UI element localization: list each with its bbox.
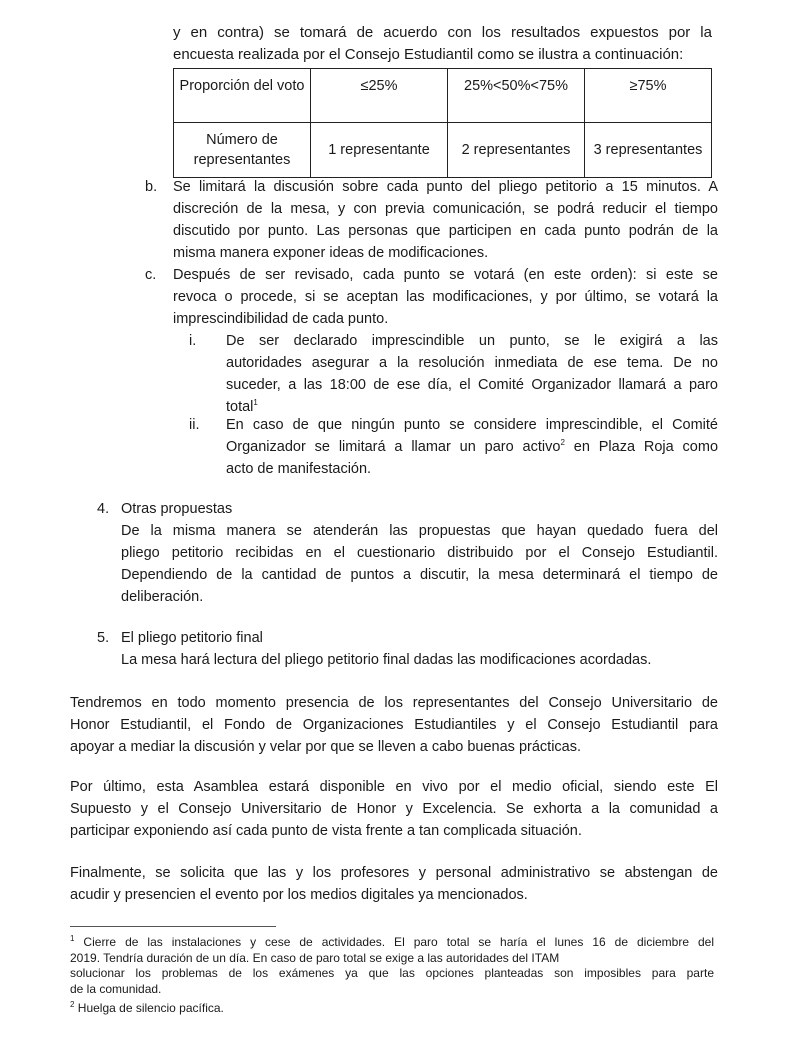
- table-cell: 25%<50%<75%: [448, 69, 585, 123]
- footnote-mark: 2: [70, 1000, 75, 1009]
- text-span: en Plaza Roja como: [564, 439, 719, 455]
- list-item-ii: [226, 414, 718, 480]
- text-line: Supuesto y el Consejo Universitario de Honor y Excelencia. Se exhorta a la comunidad a: [70, 801, 718, 817]
- footnote-2: [70, 1001, 224, 1017]
- table-cell: 2 representantes: [448, 123, 585, 178]
- text-span: total: [226, 399, 254, 415]
- text-line: De ser declarado imprescindible un punto, se le exigirá a las: [226, 333, 718, 349]
- text-line: Después de ser revisado, cada punto se votará (en este orden): si este se: [173, 267, 718, 283]
- footnote-divider: [70, 926, 276, 927]
- text-line: suceder, a las 18:00 de ese día, el Comité Organizador llamará a paro: [226, 377, 718, 393]
- table-cell: 1 representante: [311, 123, 448, 178]
- text-line: discreción de la mesa, y con previa comunicación, se podrá reducir el tiempo: [173, 201, 718, 217]
- text-line: revoca o procede, si se aceptan las modificaciones, y por último, se votará la: [173, 289, 718, 305]
- text-line: autoridades asegurar a la resolución inmediata de ese tema. De no: [226, 355, 718, 371]
- text-line: de la comunidad.: [70, 981, 162, 996]
- section-4-marker: 4.: [97, 501, 110, 517]
- text-line: imprescindibilidad de cada punto.: [173, 311, 389, 327]
- list-marker-i: i.: [189, 333, 197, 349]
- text-line: acto de manifestación.: [226, 461, 372, 477]
- text-line: Se limitará la discusión sobre cada punto del pliego petitorio a 15 minutos. A: [173, 179, 718, 195]
- text-span: Organizador se limitará a llamar un paro activo: [226, 439, 561, 455]
- footnote-mark: 1: [70, 934, 75, 943]
- representatives-table: [173, 68, 712, 178]
- text-line: 2019. Tendría duración de un día. En caso de paro total se exige a las autoridades del ITAM: [70, 950, 560, 965]
- text-line: Finalmente, se solicita que las y los profesores y personal administrativo se abstengan de: [70, 865, 718, 881]
- list-marker-c: c.: [145, 267, 157, 283]
- intro-line: encuesta realizada por el Consejo Estudiantil como se ilustra a continuación:: [173, 46, 684, 63]
- text-line: pliego petitorio recibidas en el cuestionario distribuido por el Consejo Estudiantil.: [121, 545, 718, 561]
- table-header-row: [174, 69, 712, 123]
- text-line: apoyar a mediar la discusión y velar por que se lleven a cabo buenas prácticas.: [70, 739, 582, 755]
- list-marker-b: b.: [145, 179, 158, 195]
- table-cell: Proporción del voto: [174, 69, 311, 123]
- paragraph-broadcast: [70, 776, 718, 842]
- section-5-heading: El pliego petitorio final: [121, 630, 263, 646]
- intro-paragraph: [173, 22, 712, 66]
- footnote-ref-1: 1: [253, 398, 258, 408]
- text-line: Tendremos en todo momento presencia de los representantes del Consejo Universitario de: [70, 695, 718, 711]
- table-cell: Número de representantes: [174, 123, 311, 178]
- section-4-body: [121, 520, 718, 608]
- table-cell: ≤25%: [311, 69, 448, 123]
- text-span: Huelga de silencio pacífica.: [74, 1001, 224, 1015]
- list-marker-ii: ii.: [189, 417, 200, 433]
- text-line: Honor Estudiantil, el Fondo de Organizaciones Estudiantiles y el Consejo Estudiantil para: [70, 717, 718, 733]
- intro-line: y en contra) se tomará de acuerdo con los resultados expuestos por la: [173, 24, 712, 41]
- text-line: [70, 935, 714, 951]
- text-line: misma manera exponer ideas de modificaciones.: [173, 245, 489, 261]
- list-item-b: [173, 176, 718, 264]
- table-cell: ≥75%: [585, 69, 712, 123]
- text-line: [226, 436, 718, 458]
- paragraph-representatives: [70, 692, 718, 758]
- table-cell: 3 representantes: [585, 123, 712, 178]
- text-line: En caso de que ningún punto se considere imprescindible, el Comité: [226, 417, 718, 433]
- text-line: [70, 1001, 224, 1017]
- list-item-c: [173, 264, 718, 330]
- text-line: De la misma manera se atenderán las propuestas que hayan quedado fuera del: [121, 523, 718, 539]
- text-line: acudir y presencien el evento por los medios digitales ya mencionados.: [70, 887, 528, 903]
- section-5-marker: 5.: [97, 630, 110, 646]
- footnote-ref-2: 2: [560, 438, 565, 448]
- text-span: Cierre de las instalaciones y cese de actividades. El paro total se haría el lunes 16 de diciembre del: [74, 935, 714, 949]
- text-line: Dependiendo de la cantidad de puntos a discutir, la mesa determinará el tiempo de: [121, 567, 718, 583]
- text-line: deliberación.: [121, 589, 204, 605]
- section-4-heading: Otras propuestas: [121, 501, 233, 517]
- text-line: Por último, esta Asamblea estará disponible en vivo por el medio oficial, siendo este El: [70, 779, 718, 795]
- paragraph-professors: [70, 862, 718, 906]
- footnote-1: [70, 935, 714, 997]
- text-line: discutido por punto. Las personas que participen en cada punto podrán de la: [173, 223, 718, 239]
- section-5-body: [121, 649, 651, 671]
- list-item-i: [226, 330, 718, 418]
- table-row: [174, 123, 712, 178]
- text-line: participar exponiendo así cada punto de vista frente a tan complicada situación.: [70, 823, 582, 839]
- text-line: solucionar los problemas de los exámenes ya que las opciones planteadas son imposibles para parte: [70, 966, 714, 980]
- text-line: La mesa hará lectura del pliego petitorio final dadas las modificaciones acordadas.: [121, 652, 652, 668]
